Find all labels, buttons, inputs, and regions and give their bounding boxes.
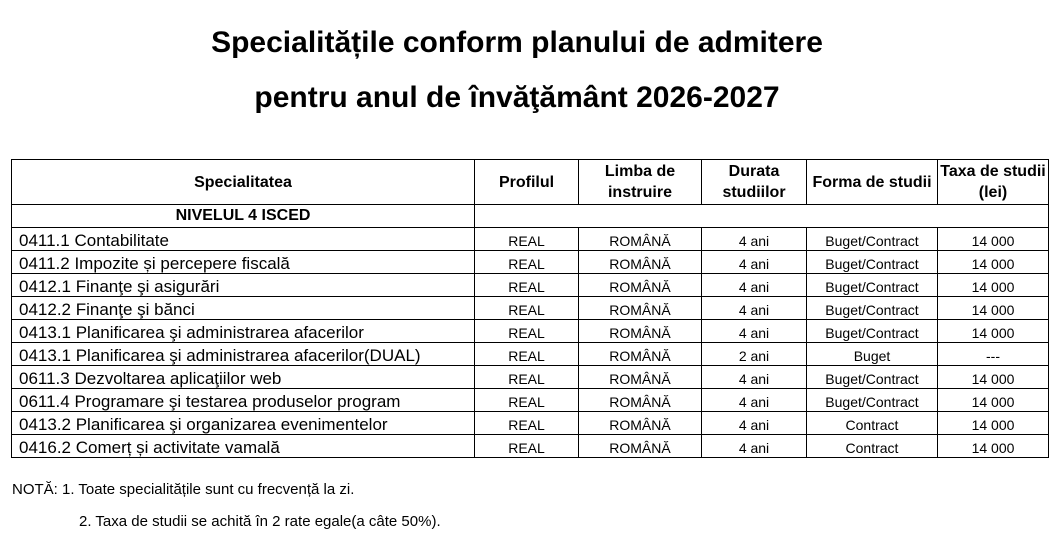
cell-duration: 4 ani — [702, 320, 807, 343]
cell-duration: 4 ani — [702, 366, 807, 389]
table-row — [12, 389, 1049, 412]
cell-profile: REAL — [475, 389, 579, 412]
cell-duration: 2 ani — [702, 343, 807, 366]
cell-fee: 14 000 — [938, 366, 1049, 389]
cell-duration: 4 ani — [702, 412, 807, 435]
cell-language: ROMÂNĂ — [579, 274, 702, 297]
cell-form: Buget/Contract — [807, 274, 938, 297]
header-duration: Durata studiilor — [702, 160, 807, 205]
cell-profile: REAL — [475, 412, 579, 435]
cell-duration: 4 ani — [702, 297, 807, 320]
cell-fee: 14 000 — [938, 389, 1049, 412]
table-row — [12, 274, 1049, 297]
table-row — [12, 251, 1049, 274]
cell-fee: 14 000 — [938, 412, 1049, 435]
cell-form: Contract — [807, 435, 938, 458]
header-profile: Profilul — [475, 160, 579, 205]
cell-language: ROMÂNĂ — [579, 228, 702, 251]
cell-specialty: 0416.2 Comerț și activitate vamală — [12, 435, 475, 458]
page-title-line-1: Specialitățile conform planului de admitere — [211, 26, 823, 59]
table-row — [12, 320, 1049, 343]
cell-fee: --- — [938, 343, 1049, 366]
cell-profile: REAL — [475, 366, 579, 389]
cell-language: ROMÂNĂ — [579, 320, 702, 343]
cell-duration: 4 ani — [702, 251, 807, 274]
cell-profile: REAL — [475, 274, 579, 297]
header-fee: Taxa de studii (lei) — [938, 160, 1049, 205]
cell-form: Buget — [807, 343, 938, 366]
cell-specialty: 0611.3 Dezvoltarea aplicaţiilor web — [12, 366, 475, 389]
cell-profile: REAL — [475, 297, 579, 320]
cell-fee: 14 000 — [938, 320, 1049, 343]
note-line-1: NOTĂ: 1. Toate specialitățile sunt cu frecvență la zi. — [12, 481, 355, 498]
level-empty-cell — [475, 205, 1049, 228]
cell-fee: 14 000 — [938, 297, 1049, 320]
cell-fee: 14 000 — [938, 251, 1049, 274]
cell-form: Buget/Contract — [807, 320, 938, 343]
cell-language: ROMÂNĂ — [579, 389, 702, 412]
cell-fee: 14 000 — [938, 228, 1049, 251]
cell-form: Buget/Contract — [807, 228, 938, 251]
header-form: Forma de studii — [807, 160, 938, 205]
cell-specialty: 0412.1 Finanţe şi asigurări — [12, 274, 475, 297]
cell-language: ROMÂNĂ — [579, 343, 702, 366]
cell-duration: 4 ani — [702, 435, 807, 458]
cell-fee: 14 000 — [938, 435, 1049, 458]
admission-plan-table — [11, 159, 1049, 458]
header-language: Limba de instruire — [579, 160, 702, 205]
cell-form: Buget/Contract — [807, 389, 938, 412]
cell-profile: REAL — [475, 320, 579, 343]
cell-specialty: 0413.1 Planificarea şi administrarea afacerilor — [12, 320, 475, 343]
cell-specialty: 0411.1 Contabilitate — [12, 228, 475, 251]
header-specialty: Specialitatea — [12, 160, 475, 205]
table-row — [12, 412, 1049, 435]
table-row — [12, 435, 1049, 458]
cell-profile: REAL — [475, 251, 579, 274]
cell-fee: 14 000 — [938, 274, 1049, 297]
cell-specialty: 0412.2 Finanţe şi bănci — [12, 297, 475, 320]
cell-specialty: 0413.2 Planificarea şi organizarea evenimentelor — [12, 412, 475, 435]
cell-form: Buget/Contract — [807, 366, 938, 389]
level-row — [12, 205, 1049, 228]
cell-duration: 4 ani — [702, 389, 807, 412]
cell-profile: REAL — [475, 435, 579, 458]
table-header-row — [12, 160, 1049, 205]
cell-profile: REAL — [475, 343, 579, 366]
cell-duration: 4 ani — [702, 274, 807, 297]
cell-specialty: 0411.2 Impozite și percepere fiscală — [12, 251, 475, 274]
table-row — [12, 343, 1049, 366]
cell-specialty: 0413.1 Planificarea şi administrarea afacerilor(DUAL) — [12, 343, 475, 366]
cell-language: ROMÂNĂ — [579, 366, 702, 389]
cell-duration: 4 ani — [702, 228, 807, 251]
cell-specialty: 0611.4 Programare şi testarea produselor program — [12, 389, 475, 412]
level-label: NIVELUL 4 ISCED — [12, 205, 475, 228]
cell-language: ROMÂNĂ — [579, 297, 702, 320]
cell-language: ROMÂNĂ — [579, 412, 702, 435]
cell-form: Buget/Contract — [807, 251, 938, 274]
cell-profile: REAL — [475, 228, 579, 251]
table-row — [12, 366, 1049, 389]
cell-form: Contract — [807, 412, 938, 435]
cell-language: ROMÂNĂ — [579, 251, 702, 274]
cell-language: ROMÂNĂ — [579, 435, 702, 458]
note-line-2: 2. Taxa de studii se achită în 2 rate egale(a câte 50%). — [79, 513, 441, 530]
cell-form: Buget/Contract — [807, 297, 938, 320]
page-title-line-2: pentru anul de învăţământ 2026-2027 — [254, 81, 780, 114]
table-row — [12, 297, 1049, 320]
table-row — [12, 228, 1049, 251]
